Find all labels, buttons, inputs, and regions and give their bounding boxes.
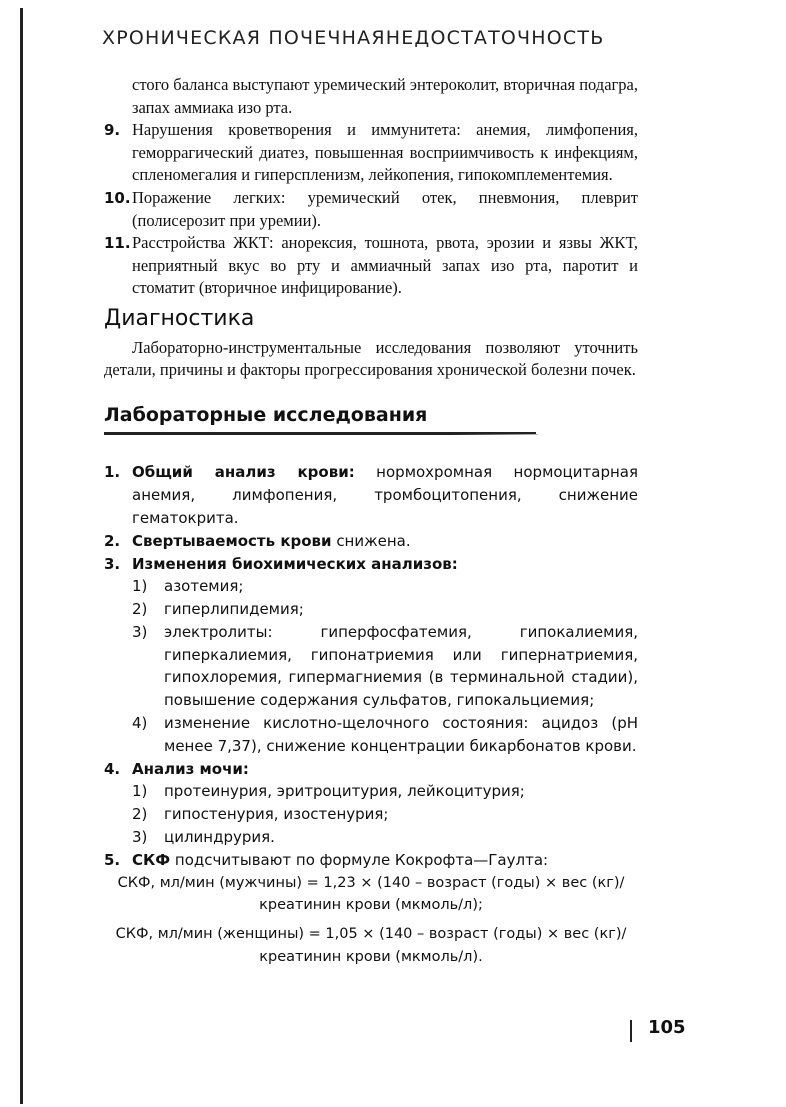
formula-line: СКФ, мл/мин (женщины) = 1,05 × (140 – возраст (годы) × вес (кг)/ xyxy=(115,926,627,943)
formula-line: СКФ, мл/мин (мужчины) = 1,23 × (140 – возраст (годы) × вес (кг)/ xyxy=(117,874,625,891)
page-content xyxy=(104,74,638,969)
sub-number: 4) xyxy=(132,714,148,733)
sub-number: 1) xyxy=(132,577,148,596)
list-item xyxy=(104,553,638,576)
sub-number: 3) xyxy=(132,622,148,641)
item-number: 4. xyxy=(104,759,121,778)
page-number-bar xyxy=(630,1020,632,1042)
list-item xyxy=(104,232,638,300)
diagnostics-paragraph: Лабораторно-инструментальные исследования позволяют уточнить детали, причины и факторы прогрессирования хронической болезни почек. xyxy=(104,337,638,380)
item-number: 5. xyxy=(104,850,121,869)
list-item xyxy=(104,187,638,232)
sub-number: 2) xyxy=(132,805,148,824)
item-number: 3. xyxy=(104,554,121,573)
sub-text: азотемия; xyxy=(164,577,244,596)
sub-item xyxy=(104,826,638,849)
item-number: 9. xyxy=(104,121,121,140)
item-bold: Анализ мочи: xyxy=(132,759,249,778)
item-text: нормохромная нормоцитарная анемия, лимфопения, тромбоцитопения, снижение гематокрита. xyxy=(132,463,638,527)
lab-list xyxy=(104,461,638,871)
item-number: 10. xyxy=(104,188,131,207)
list-item xyxy=(104,849,638,872)
heading-rule xyxy=(104,434,538,435)
sub-item xyxy=(104,803,638,826)
continuation-paragraph: стого баланса выступают уремический энтероколит, вторичная подагра, запах аммиака изо рта. xyxy=(132,75,638,117)
page-number: 105 xyxy=(648,1017,686,1038)
sub-text: цилиндрурия. xyxy=(164,828,275,847)
list-item xyxy=(104,530,638,553)
sub-number: 2) xyxy=(132,600,148,619)
formula-men xyxy=(104,872,638,918)
formula-line: креатинин крови (мкмоль/л). xyxy=(259,949,483,966)
sub-text: протеинурия, эритроцитурия, лейкоцитурия; xyxy=(164,782,525,801)
sub-item xyxy=(104,780,638,803)
item-text: подсчитывают по формуле Кокрофта—Гаулта: xyxy=(170,850,549,869)
sub-text: гипостенурия, изостенурия; xyxy=(164,805,389,824)
item-number: 2. xyxy=(104,531,121,550)
item-number: 1. xyxy=(104,463,121,482)
lab-heading: Лабораторные исследования xyxy=(104,404,536,435)
item-text: Поражение легких: уремический отек, пневмония, плеврит (полисерозит при уремии). xyxy=(132,187,638,230)
sub-text: электролиты: гиперфосфатемия, гипокалиемия, гиперкалиемия, гипонатриемия или гипернатриемия, гипохлоремия, гипермагниемия (в терминальной стадии), повышение содержания сульфатов, гипокальциемия; xyxy=(164,622,638,710)
sub-item xyxy=(104,575,638,598)
formula-women xyxy=(104,923,638,969)
running-header: ХРОНИЧЕСКАЯ ПОЧЕЧНАЯНЕДОСТАТОЧНОСТЬ xyxy=(102,27,605,49)
sub-number: 1) xyxy=(132,782,148,801)
list-item xyxy=(104,758,638,781)
formula-line: креатинин крови (мкмоль/л); xyxy=(259,897,483,914)
item-bold: СКФ xyxy=(132,850,171,869)
diagnostics-heading: Диагностика xyxy=(104,305,255,331)
list-item xyxy=(104,119,638,187)
list-item xyxy=(104,461,638,529)
sub-item xyxy=(104,598,638,621)
sub-number: 3) xyxy=(132,828,148,847)
sub-item xyxy=(104,621,638,712)
item-text: Расстройства ЖКТ: анорексия, тошнота, рвота, эрозии и язвы ЖКТ, неприятный вкус во рту и аммиачный запах изо рта, паротит и стоматит (вторичное инфицирование). xyxy=(132,233,638,298)
sub-text: гиперлипидемия; xyxy=(164,600,304,619)
sub-text: изменение кислотно-щелочного состояния: ацидоз (pH менее 7,37), снижение концентрации бикарбонатов крови. xyxy=(164,714,638,755)
item-number: 11. xyxy=(104,234,131,253)
item-bold: Изменения биохимических анализов: xyxy=(132,554,458,573)
sub-item xyxy=(104,712,638,758)
item-text: снижена. xyxy=(331,531,411,550)
item-bold: Общий анализ крови: xyxy=(132,463,355,482)
item-bold: Свертываемость крови xyxy=(132,531,332,550)
item-text: Нарушения кроветворения и иммунитета: анемия, лимфопения, геморрагический диатез, повышенная восприимчивость к инфекциям, спленомегалия и гиперспленизм, лейкопения, гипокомплементемия. xyxy=(132,120,638,185)
